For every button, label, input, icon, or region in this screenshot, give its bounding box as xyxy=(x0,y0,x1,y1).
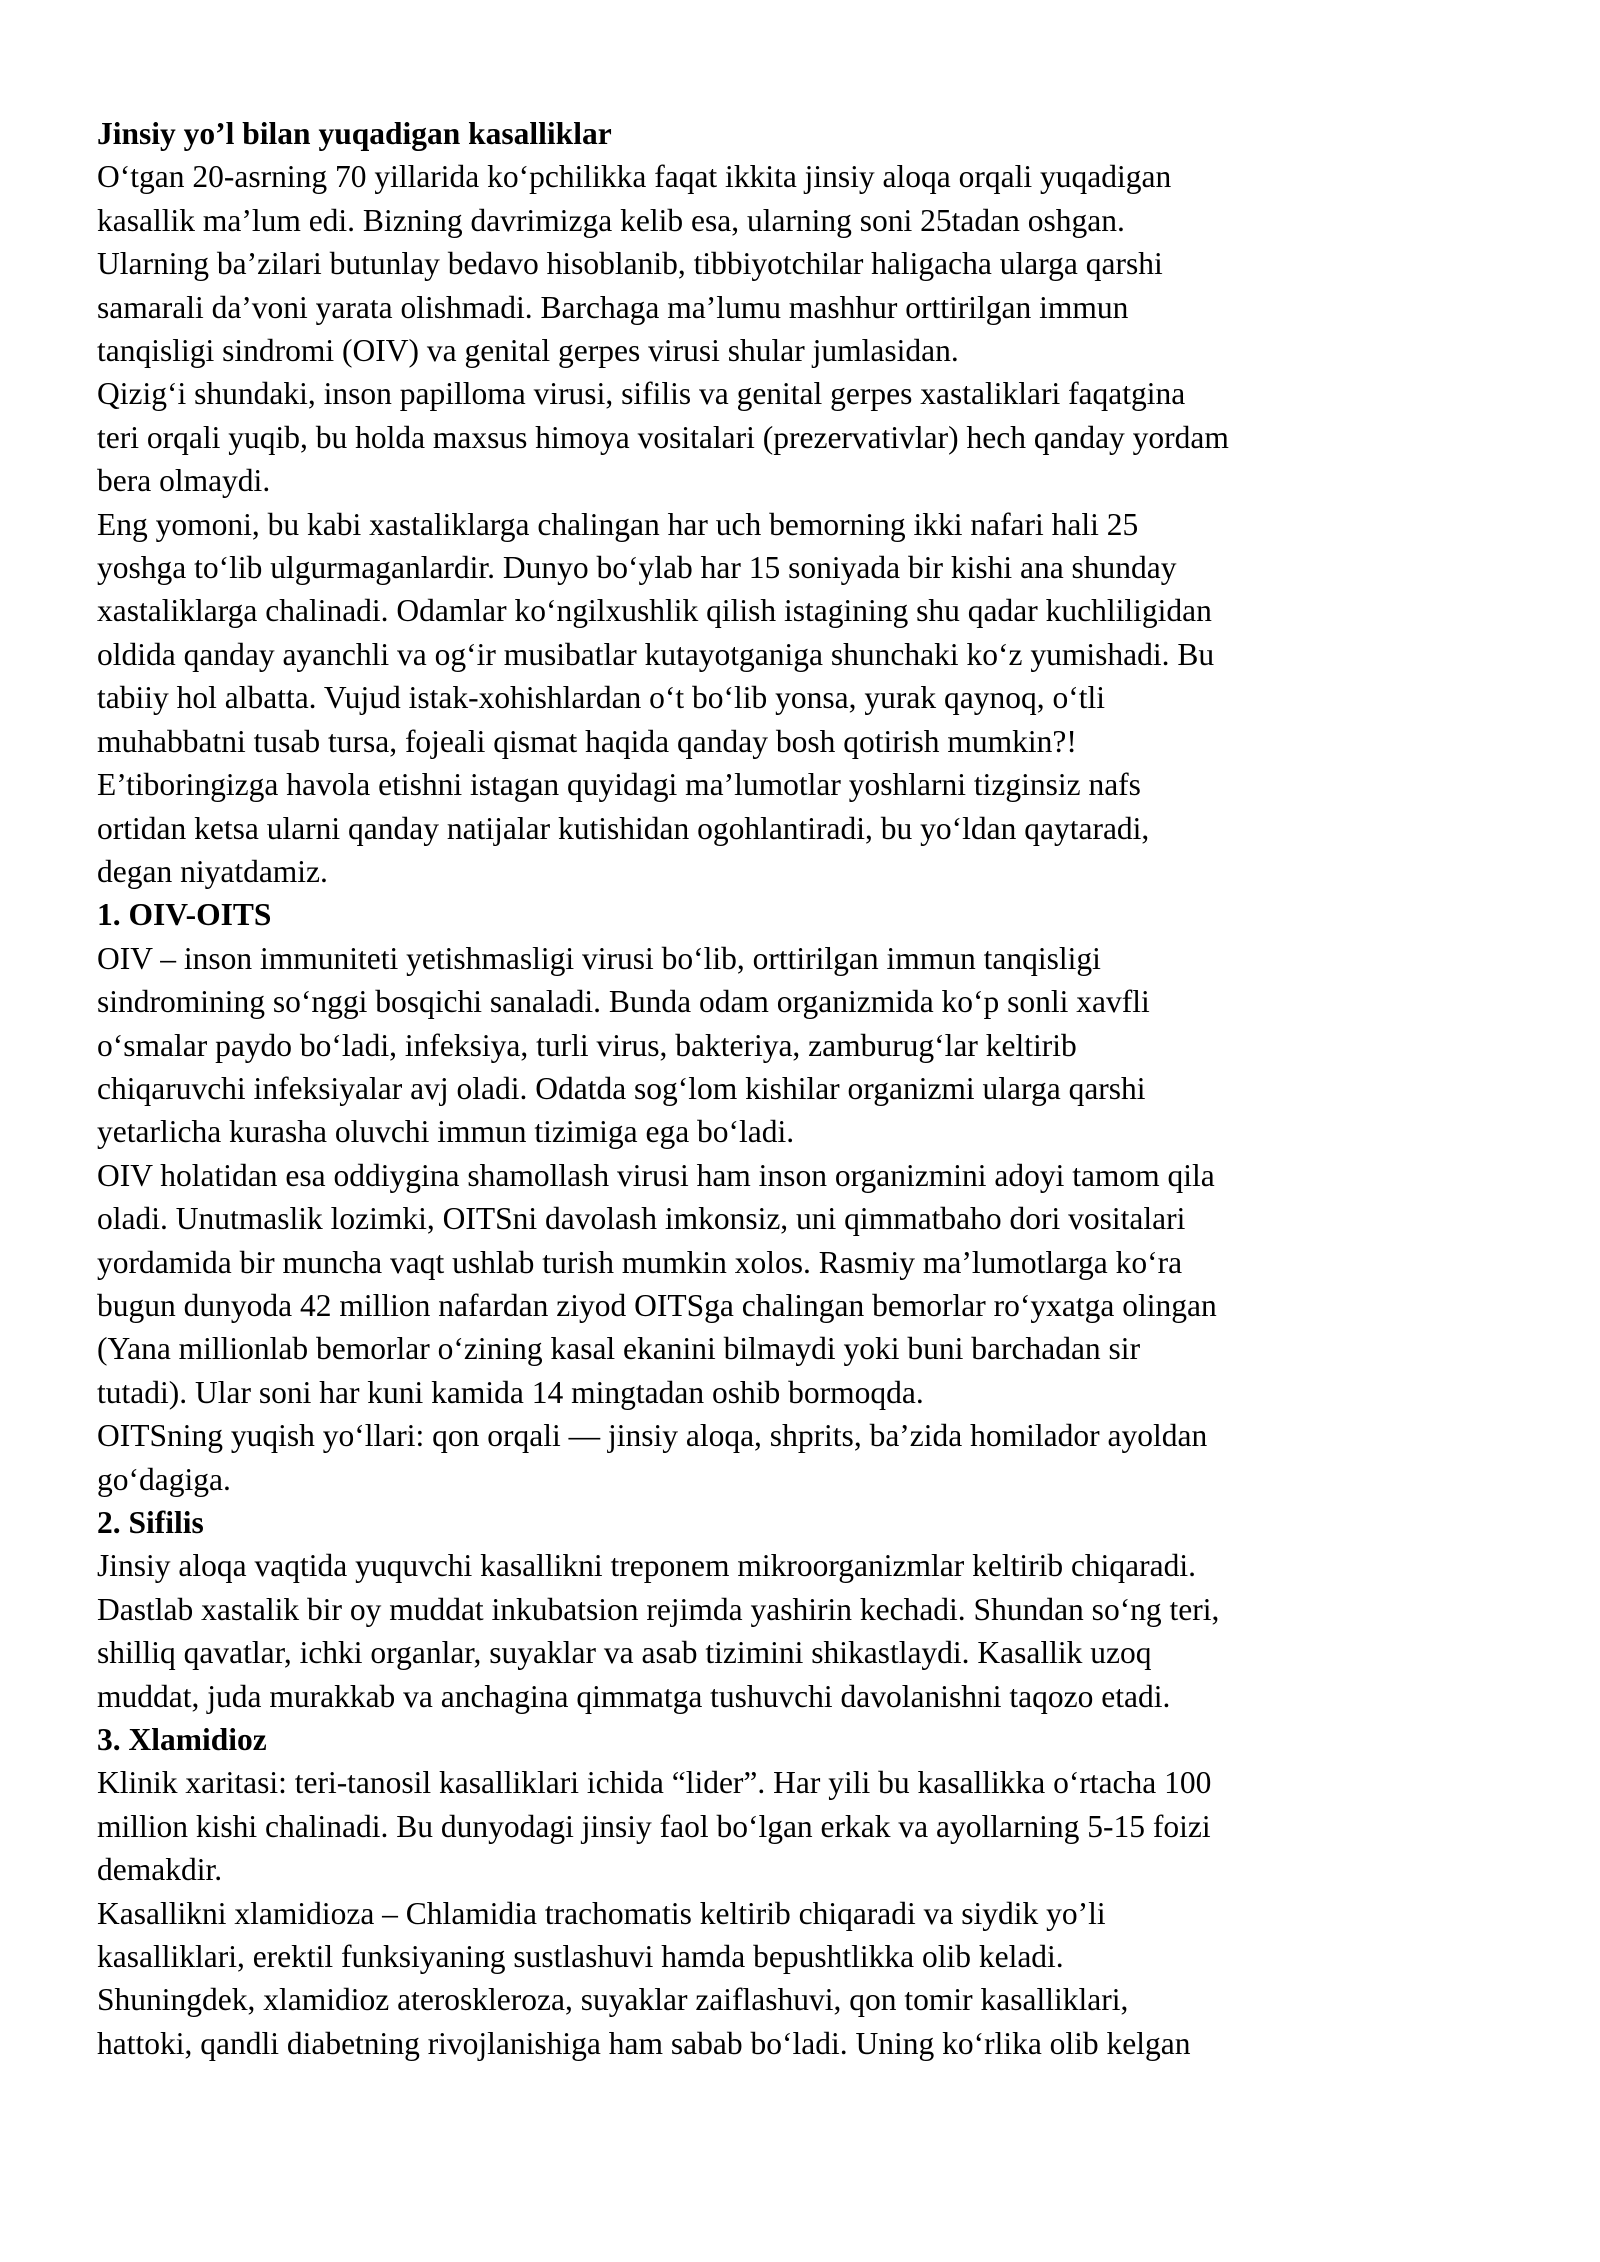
paragraph-line: bugun dunyoda 42 million nafardan ziyod OITSga chalingan bemorlar ro‘yxatga olingan xyxy=(97,1287,1217,1323)
paragraph-line: muddat, juda murakkab va anchagina qimmatga tushuvchi davolanishni taqozo etadi. xyxy=(97,1678,1171,1714)
paragraph xyxy=(97,1761,1517,1891)
paragraph-line: chiqaruvchi infeksiyalar avj oladi. Odatda sog‘lom kishilar organizmi ularga qarshi xyxy=(97,1070,1146,1106)
paragraph xyxy=(97,155,1517,372)
paragraph-line: Qizig‘i shundaki, inson papilloma virusi, sifilis va genital gerpes xastaliklari faqatgina xyxy=(97,376,1186,412)
paragraph-line: muhabbatni tusab tursa, fojeali qismat haqida qanday bosh qotirish mumkin?! xyxy=(97,723,1077,759)
paragraph-line: OIV holatidan esa oddiygina shamollash virusi ham inson organizmini adoyi tamom qila xyxy=(97,1157,1215,1193)
paragraph-line: sindromining so‘nggi bosqichi sanaladi. Bunda odam organizmida ko‘p sonli xavfli xyxy=(97,984,1150,1020)
document-body xyxy=(97,155,1517,2065)
paragraph xyxy=(97,937,1517,1154)
paragraph-line: E’tiboringizga havola etishni istagan quyidagi ma’lumotlar yoshlarni tizginsiz nafs xyxy=(97,767,1141,803)
paragraph-line: Ularning ba’zilari butunlay bedavo hisoblanib, tibbiyotchilar haligacha ularga qarshi xyxy=(97,246,1163,282)
paragraph-line: oldida qanday ayanchli va og‘ir musibatlar kutayotganiga shunchaki ko‘z yumishadi. Bu xyxy=(97,636,1215,672)
paragraph-line: OIV – inson immuniteti yetishmasligi virusi bo‘lib, orttirilgan immun tanqisligi xyxy=(97,940,1101,976)
document-title: Jinsiy yo’l bilan yuqadigan kasalliklar xyxy=(97,116,612,151)
paragraph xyxy=(97,372,1517,502)
paragraph-line: Dastlab xastalik bir oy muddat inkubatsion rejimda yashirin kechadi. Shundan so‘ng teri, xyxy=(97,1591,1220,1627)
paragraph xyxy=(97,1978,1517,2065)
paragraph-line: Jinsiy aloqa vaqtida yuquvchi kasallikni treponem mikroorganizmlar keltirib chiqaradi. xyxy=(97,1548,1197,1584)
paragraph-line: kasallik ma’lum edi. Bizning davrimizga kelib esa, ularning soni 25tadan oshgan. xyxy=(97,202,1125,238)
section-heading: 1. OIV-OITS xyxy=(97,897,272,933)
paragraph-line: samarali da’voni yarata olishmadi. Barchaga ma’lumu mashhur orttirilgan immun xyxy=(97,289,1129,325)
paragraph-line: tanqisligi sindromi (OIV) va genital gerpes virusi shular jumlasidan. xyxy=(97,333,959,369)
paragraph-line: ortidan ketsa ularni qanday natijalar kutishidan ogohlantiradi, bu yo‘ldan qaytaradi, xyxy=(97,810,1150,846)
paragraph xyxy=(97,1154,1517,1414)
paragraph-line: O‘tgan 20-asrning 70 yillarida ko‘pchilikka faqat ikkita jinsiy aloqa orqali yuqadigan xyxy=(97,159,1172,195)
paragraph-line: OITSning yuqish yo‘llari: qon orqali — jinsiy aloqa, shprits, ba’zida homilador ayoldan xyxy=(97,1418,1208,1454)
section-heading: 2. Sifilis xyxy=(97,1505,204,1540)
paragraph-line: Shuningdek, xlamidioz ateroskleroza, suyaklar zaiflashuvi, qon tomir kasalliklari, xyxy=(97,1982,1129,2018)
paragraph-line: yordamida bir muncha vaqt ushlab turish mumkin xolos. Rasmiy ma’lumotlarga ko‘ra xyxy=(97,1244,1183,1280)
paragraph-line: Kasallikni xlamidioza – Chlamidia trachomatis keltirib chiqaradi va siydik yo’li xyxy=(97,1895,1106,1931)
paragraph xyxy=(97,763,1517,893)
paragraph-line: degan niyatdamiz. xyxy=(97,853,328,889)
paragraph-line: million kishi chalinadi. Bu dunyodagi jinsiy faol bo‘lgan erkak va ayollarning 5-15 foizi xyxy=(97,1808,1211,1844)
paragraph-line: kasalliklari, erektil funksiyaning sustlashuvi hamda bepushtlikka olib keladi. xyxy=(97,1939,1064,1975)
paragraph-line: oladi. Unutmaslik lozimki, OITSni davolash imkonsiz, uni qimmatbaho dori vositalari xyxy=(97,1201,1186,1237)
paragraph-line: hattoki, qandli diabetning rivojlanishiga ham sabab bo‘ladi. Uning ko‘rlika olib kelgan xyxy=(97,2025,1191,2061)
paragraph-line: o‘smalar paydo bo‘ladi, infeksiya, turli virus, bakteriya, zamburug‘lar keltirib xyxy=(97,1027,1077,1063)
paragraph-line: tutadi). Ular soni har kuni kamida 14 mingtadan oshib bormoqda. xyxy=(97,1374,924,1410)
paragraph-line: (Yana millionlab bemorlar o‘zining kasal ekanini bilmaydi yoki buni barchadan sir xyxy=(97,1331,1141,1367)
paragraph-line: go‘dagiga. xyxy=(97,1461,231,1497)
paragraph-line: Eng yomoni, bu kabi xastaliklarga chalingan har uch bemorning ikki nafari hali 25 xyxy=(97,506,1139,542)
paragraph-line: xastaliklarga chalinadi. Odamlar ko‘ngilxushlik qilish istagining shu qadar kuchliligidan xyxy=(97,593,1212,629)
paragraph-line: teri orqali yuqib, bu holda maxsus himoya vositalari (prezervativlar) hech qanday yordam xyxy=(97,419,1229,455)
paragraph xyxy=(97,1892,1517,1979)
paragraph-line: bera olmaydi. xyxy=(97,463,271,499)
paragraph xyxy=(97,1414,1517,1501)
paragraph-line: yetarlicha kurasha oluvchi immun tizimiga ega bo‘ladi. xyxy=(97,1114,795,1150)
paragraph-line: tabiiy hol albatta. Vujud istak-xohishlardan o‘t bo‘lib yonsa, yurak qaynoq, o‘tli xyxy=(97,680,1105,716)
section-heading: 3. Xlamidioz xyxy=(97,1722,267,1758)
paragraph-line: yoshga to‘lib ulgurmaganlardir. Dunyo bo‘ylab har 15 soniyada bir kishi ana shunday xyxy=(97,550,1177,586)
document-page xyxy=(97,112,1517,2065)
paragraph xyxy=(97,1544,1517,1718)
paragraph-line: shilliq qavatlar, ichki organlar, suyaklar va asab tizimini shikastlaydi. Kasallik uzoq xyxy=(97,1635,1152,1671)
paragraph-line: Klinik xaritasi: teri-tanosil kasalliklari ichida “lider”. Har yili bu kasallikka o‘rtacha 100 xyxy=(97,1765,1212,1801)
paragraph-line: demakdir. xyxy=(97,1852,223,1888)
paragraph xyxy=(97,503,1517,763)
